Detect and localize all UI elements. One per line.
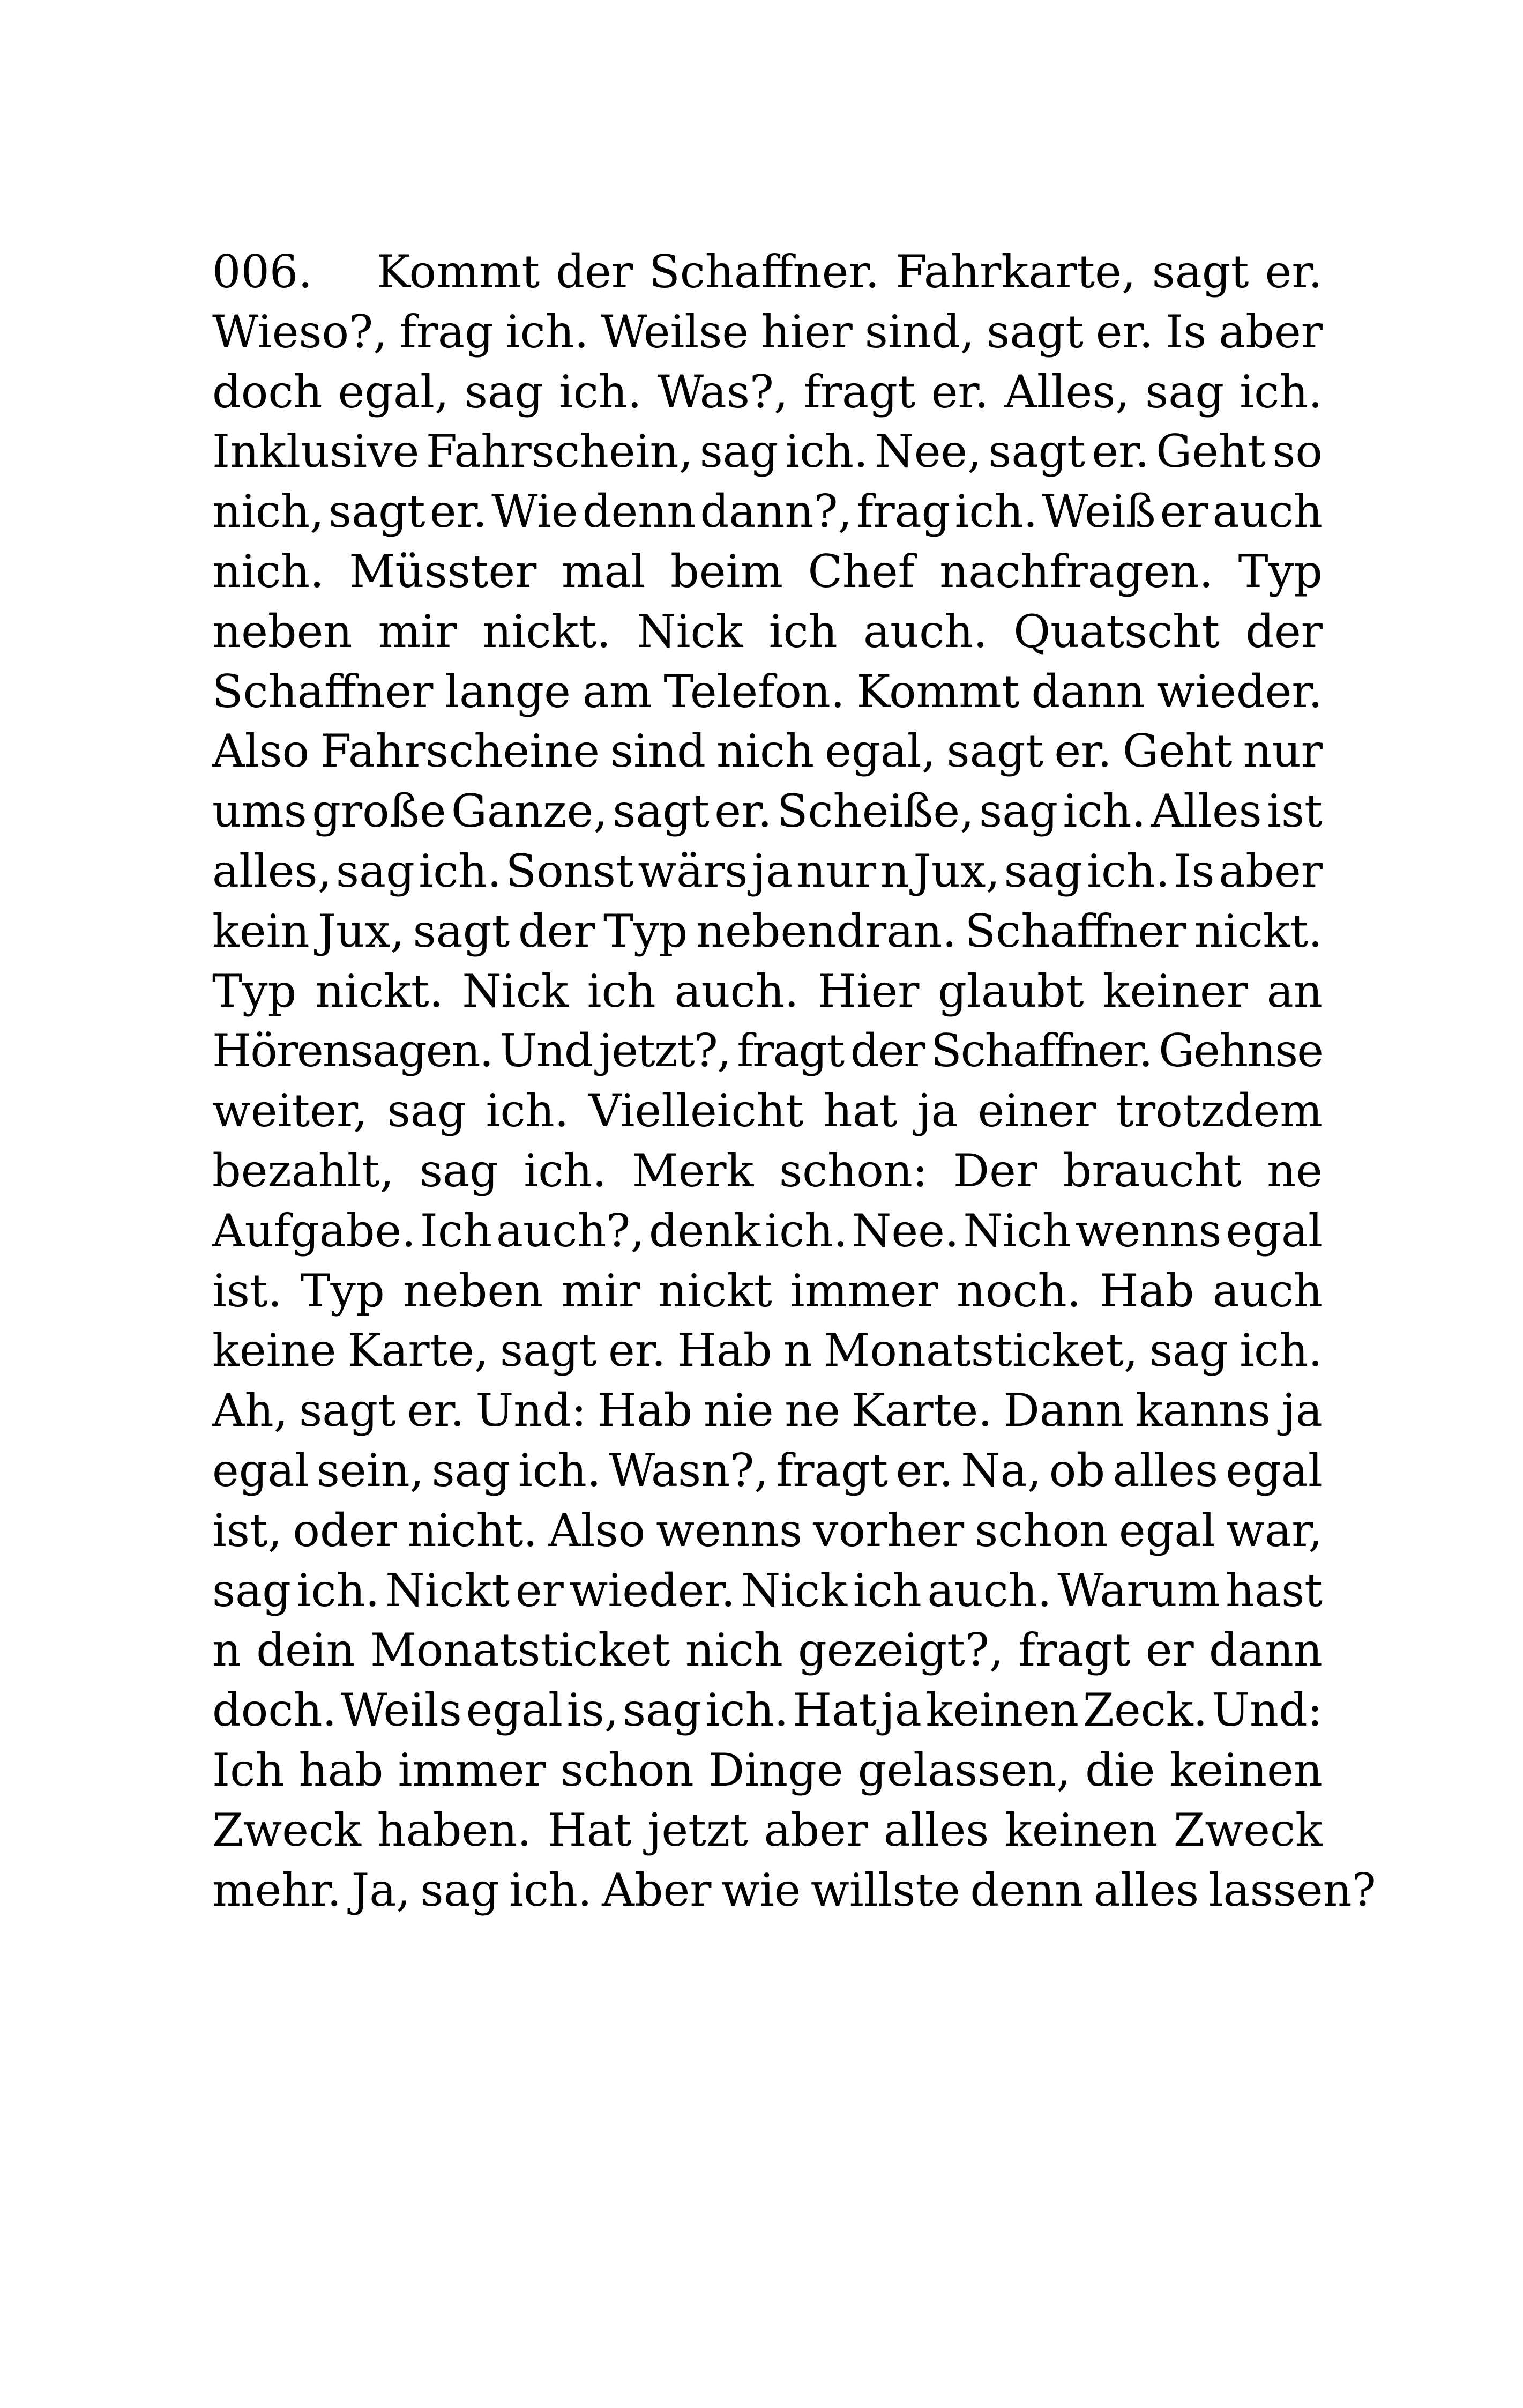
word: lange	[445, 665, 571, 718]
word: aber	[764, 1803, 868, 1856]
word: alles	[1093, 1863, 1199, 1916]
word: sag	[1145, 365, 1225, 418]
entry-number: 006.	[212, 246, 313, 298]
word: Weilse	[601, 305, 749, 358]
word: denn	[582, 485, 696, 538]
word: nickt.	[1194, 904, 1323, 957]
word: sagt	[1152, 246, 1249, 298]
word: wieder.	[1156, 665, 1323, 718]
word: Weils	[340, 1684, 462, 1737]
word: sag	[419, 1144, 498, 1197]
word: einer	[977, 1084, 1096, 1138]
word: lassen?	[1208, 1863, 1376, 1916]
word: Nickt	[385, 1564, 510, 1617]
word: gelassen,	[857, 1743, 1071, 1796]
word: braucht	[1063, 1144, 1242, 1197]
word: egal	[1226, 1444, 1323, 1497]
word: die	[1085, 1743, 1155, 1796]
word: trotzdem	[1116, 1084, 1323, 1138]
word: an	[1266, 964, 1323, 1017]
word: Was?,	[657, 365, 788, 418]
word: ja	[752, 844, 793, 897]
word: Fahrkarte,	[895, 246, 1136, 298]
word: ich.	[486, 1084, 569, 1138]
word: hier	[761, 305, 853, 358]
word: Schaffner	[212, 665, 434, 718]
word: Wasn?,	[608, 1444, 768, 1497]
word: auch.	[674, 964, 799, 1017]
text-line	[212, 842, 1323, 902]
text-line	[212, 1621, 1323, 1681]
word: Quatscht	[1013, 605, 1220, 658]
word: auch.	[927, 1564, 1052, 1617]
text-line	[212, 1681, 1323, 1741]
text-line	[212, 1441, 1323, 1501]
word: Typ	[300, 1264, 385, 1317]
word: ich.	[296, 1564, 380, 1617]
word: dann	[1208, 1624, 1323, 1677]
word: Und:	[475, 1384, 587, 1437]
text-line	[212, 902, 1323, 962]
word: Inklusive	[212, 425, 420, 478]
word: Müsster	[349, 545, 537, 598]
word: er.	[407, 1384, 465, 1437]
word: Also	[212, 725, 310, 778]
word: is,	[566, 1684, 619, 1737]
word: fragt	[1018, 1624, 1131, 1677]
word: er.	[429, 485, 488, 538]
word: n	[783, 1324, 813, 1377]
word: ich.	[1087, 844, 1170, 897]
word: sag	[464, 365, 543, 418]
word: sag	[1004, 844, 1083, 897]
word: egal	[1118, 1504, 1216, 1557]
word: ist	[1267, 785, 1323, 838]
text-line	[212, 302, 1323, 362]
word: sag	[431, 1444, 511, 1497]
word: Hab	[677, 1324, 772, 1377]
word: ich	[587, 964, 656, 1017]
word: sag	[387, 1084, 466, 1138]
word: ist.	[212, 1264, 282, 1317]
word: weiter,	[212, 1084, 368, 1138]
text-line	[212, 242, 1323, 302]
word: hat	[823, 1084, 898, 1138]
word: nur	[1243, 725, 1323, 778]
word: Telefon.	[663, 665, 845, 718]
word: egal	[1226, 1204, 1323, 1257]
word: aber	[1219, 844, 1323, 897]
word: Wieso?,	[212, 305, 387, 358]
text-line	[212, 422, 1323, 482]
word: doch	[212, 365, 323, 418]
word: ja	[880, 1684, 922, 1737]
word: wieder.	[569, 1564, 736, 1617]
text-line-content	[377, 242, 1323, 302]
word: schon	[560, 1743, 694, 1796]
word: Wie	[491, 485, 578, 538]
word: Hörensagen.	[212, 1024, 493, 1077]
word: denn	[970, 1863, 1084, 1916]
word: vorher	[812, 1504, 965, 1557]
word: sagt	[987, 305, 1084, 358]
text-line	[212, 1201, 1323, 1261]
word: auch	[1212, 485, 1323, 538]
word: alles	[1113, 1444, 1219, 1497]
word: sind,	[864, 305, 975, 358]
word: ja	[917, 1084, 958, 1138]
word: Hier	[817, 964, 920, 1017]
word: denk	[648, 1204, 761, 1257]
word: ich.	[524, 1144, 607, 1197]
word: Gehnse	[1159, 1024, 1323, 1077]
word: nebendran.	[696, 904, 957, 957]
word: immer	[790, 1264, 938, 1317]
text-line	[212, 542, 1323, 602]
word: frag	[399, 305, 494, 358]
word: egal,	[338, 365, 449, 418]
text-line	[212, 1021, 1323, 1081]
word: neben	[402, 1264, 543, 1317]
word: Der	[953, 1144, 1037, 1197]
word: mir	[378, 605, 457, 658]
text-line	[212, 1561, 1323, 1621]
word: Geht	[1156, 425, 1266, 478]
word: er.	[608, 1324, 666, 1377]
word: sagt	[499, 1324, 597, 1377]
word: haben.	[377, 1803, 532, 1856]
text-line	[212, 962, 1323, 1022]
word: keine	[212, 1324, 337, 1377]
word: Schaffner	[965, 904, 1186, 957]
word: er.	[1095, 305, 1154, 358]
text-line	[212, 1741, 1323, 1801]
word: er	[1160, 485, 1208, 538]
word: nich	[685, 1624, 783, 1677]
word: Schaffner.	[649, 246, 880, 298]
word: fragt	[803, 365, 916, 418]
word: hast	[1225, 1564, 1323, 1617]
word: ums	[212, 785, 307, 838]
word: nur	[796, 844, 877, 897]
word: sagt	[299, 1384, 396, 1437]
word: er.	[1054, 725, 1112, 778]
word: Monatsticket,	[824, 1324, 1138, 1377]
word: Aufgabe.	[212, 1204, 416, 1257]
word: ich.	[518, 1444, 601, 1497]
word: dein	[256, 1624, 355, 1677]
word: neben	[212, 605, 353, 658]
word: sag	[979, 785, 1058, 838]
word: ich.	[1063, 785, 1146, 838]
word: mal	[561, 545, 646, 598]
word: er.	[1092, 425, 1149, 478]
word: aber	[1219, 305, 1323, 358]
word: Karte.	[851, 1384, 992, 1437]
word: nich	[716, 725, 815, 778]
word: sagt	[946, 725, 1044, 778]
word: immer	[398, 1743, 546, 1796]
word: jetzt?,	[599, 1024, 730, 1077]
word: Nick	[637, 605, 743, 658]
word: Scheiße,	[777, 785, 974, 838]
word: kanns	[1135, 1384, 1271, 1437]
word: oder	[293, 1504, 397, 1557]
word: Also	[548, 1504, 646, 1557]
word: ich.	[558, 365, 642, 418]
word: auch	[1212, 1264, 1323, 1317]
word: am	[582, 665, 652, 718]
word: wärs	[638, 844, 748, 897]
word: ich.	[1240, 1324, 1323, 1377]
word: egal,	[825, 725, 936, 778]
word: Ah,	[212, 1384, 288, 1437]
word: dann?,	[700, 485, 853, 538]
word: Zeck.	[1082, 1684, 1208, 1737]
word: gezeigt?,	[798, 1624, 1004, 1677]
word: Geht	[1122, 725, 1233, 778]
word: noch.	[956, 1264, 1081, 1317]
word: Und	[499, 1024, 592, 1077]
word: ich.	[765, 1204, 848, 1257]
word: kein	[212, 904, 310, 957]
word: Typ	[1238, 545, 1323, 598]
word: Weiß	[1042, 485, 1156, 538]
word: alles	[883, 1803, 989, 1856]
word: Jux,	[913, 844, 1001, 897]
word: mehr.	[212, 1863, 342, 1916]
word: ich.	[785, 425, 868, 478]
text-line	[212, 1801, 1323, 1861]
text-line	[212, 602, 1323, 662]
word: nickt.	[482, 605, 611, 658]
word: keiner	[1102, 964, 1248, 1017]
word: willste	[810, 1863, 960, 1916]
word: jetzt	[647, 1803, 748, 1856]
word: nicht.	[407, 1504, 538, 1557]
word: sagt	[613, 785, 710, 838]
word: Ich	[212, 1743, 285, 1796]
word: sag	[420, 1863, 499, 1916]
word: Dinge	[708, 1743, 843, 1796]
word: Zweck	[212, 1803, 361, 1856]
word: auch.	[863, 605, 988, 658]
word: Aber	[602, 1863, 712, 1916]
text-line	[212, 1501, 1323, 1561]
word: sagt	[988, 425, 1085, 478]
word: egal	[466, 1684, 563, 1737]
word: alles,	[212, 844, 332, 897]
word: Is	[1174, 844, 1215, 897]
word: n	[880, 844, 909, 897]
word: ich.	[509, 1863, 592, 1916]
word: war,	[1226, 1504, 1323, 1557]
word: er	[1145, 1624, 1194, 1677]
word: ist,	[212, 1504, 282, 1557]
text-line	[212, 1081, 1323, 1141]
word: er.	[895, 1444, 953, 1497]
text-line	[212, 362, 1323, 422]
word: ich.	[1240, 365, 1323, 418]
word: ob	[1049, 1444, 1106, 1497]
word: sag	[212, 1564, 291, 1617]
word: doch.	[212, 1684, 337, 1737]
word: er.	[931, 365, 989, 418]
word: Zweck	[1174, 1803, 1323, 1856]
word: Alles	[1151, 785, 1262, 838]
word: nie	[703, 1384, 774, 1437]
word: wenns	[1075, 1204, 1222, 1257]
word: Hat	[547, 1803, 632, 1856]
word: glaubt	[938, 964, 1084, 1017]
word: Nick	[462, 964, 569, 1017]
word: ich	[853, 1564, 922, 1617]
word: sein,	[316, 1444, 424, 1497]
word: Jux,	[318, 904, 405, 957]
word: ich.	[419, 844, 502, 897]
word: keinen	[1169, 1743, 1323, 1796]
word: Ja,	[351, 1863, 411, 1916]
word: er.	[1265, 246, 1323, 298]
word: Nich	[963, 1204, 1071, 1257]
word: Hab	[598, 1384, 693, 1437]
word: der	[518, 904, 595, 957]
word: Hat	[793, 1684, 877, 1737]
word: ja	[1281, 1384, 1323, 1437]
word: er.	[714, 785, 772, 838]
text-line	[212, 662, 1323, 722]
word: bezahlt,	[212, 1144, 394, 1197]
word: Fahrscheine	[320, 725, 600, 778]
word: Merk	[632, 1144, 754, 1197]
word: Is	[1166, 305, 1207, 358]
word: Typ	[212, 964, 297, 1017]
text-line	[212, 722, 1323, 782]
word: keinen	[925, 1684, 1079, 1737]
text-line	[212, 1261, 1323, 1321]
word: ich.	[705, 1684, 789, 1737]
word: sag	[623, 1684, 701, 1737]
word: mir	[561, 1264, 640, 1317]
text-line	[212, 1141, 1323, 1201]
word: Monatsticket	[370, 1624, 670, 1677]
word: hab	[298, 1743, 384, 1796]
word: egal	[212, 1444, 309, 1497]
word: ne	[785, 1384, 841, 1437]
word: Ganze,	[451, 785, 608, 838]
word: dann	[1031, 665, 1145, 718]
word: nich,	[212, 485, 324, 538]
word: nachfragen.	[939, 545, 1214, 598]
word: Nee,	[875, 425, 982, 478]
word: Warum	[1057, 1564, 1220, 1617]
word: auch?,	[496, 1204, 645, 1257]
word: Alles,	[1004, 365, 1130, 418]
word: ich.	[954, 485, 1038, 538]
word: Vielleicht	[588, 1084, 804, 1138]
word: große	[312, 785, 446, 838]
word: Nee.	[852, 1204, 959, 1257]
word: Hab	[1099, 1264, 1194, 1317]
word: nickt.	[315, 964, 444, 1017]
word: ich	[768, 605, 838, 658]
word: wenns	[656, 1504, 803, 1557]
word: der	[850, 1024, 924, 1077]
word: beim	[670, 545, 783, 598]
word: sagt	[413, 904, 510, 957]
text-line	[212, 1381, 1323, 1441]
word: er	[515, 1564, 564, 1617]
word: fragt	[737, 1024, 844, 1077]
word: Sonst	[505, 844, 634, 897]
word: Kommt	[856, 665, 1020, 718]
word: Und:	[1211, 1684, 1323, 1737]
word: nickt	[658, 1264, 772, 1317]
word: sagt	[328, 485, 425, 538]
word: Schaffner.	[931, 1024, 1152, 1077]
word: Kommt	[377, 246, 540, 298]
word: Ich	[420, 1204, 492, 1257]
word: nich.	[212, 545, 324, 598]
word: wie	[721, 1863, 801, 1916]
word: Chef	[808, 545, 915, 598]
word: fragt	[776, 1444, 889, 1497]
word: Na,	[961, 1444, 1042, 1497]
text-line	[212, 1861, 1376, 1921]
word: Nick	[741, 1564, 848, 1617]
word: der	[1245, 605, 1323, 658]
word: frag	[856, 485, 951, 538]
word: sag	[699, 425, 779, 478]
word: Typ	[603, 904, 688, 957]
word: schon	[975, 1504, 1108, 1557]
text-line	[212, 782, 1323, 842]
word: keinen	[1005, 1803, 1158, 1856]
word: der	[556, 246, 633, 298]
word: Karte,	[347, 1324, 489, 1377]
text-line	[212, 1321, 1323, 1381]
word: sag	[1149, 1324, 1228, 1377]
body-text	[212, 242, 1376, 1920]
text-line	[212, 482, 1323, 542]
word: Dann	[1003, 1384, 1125, 1437]
word: Fahrschein,	[425, 425, 693, 478]
word: ich.	[505, 305, 589, 358]
word: sind	[610, 725, 706, 778]
word: so	[1272, 425, 1323, 478]
word: sag	[335, 844, 415, 897]
word: n	[212, 1624, 242, 1677]
word: schon:	[779, 1144, 928, 1197]
word: ne	[1267, 1144, 1323, 1197]
